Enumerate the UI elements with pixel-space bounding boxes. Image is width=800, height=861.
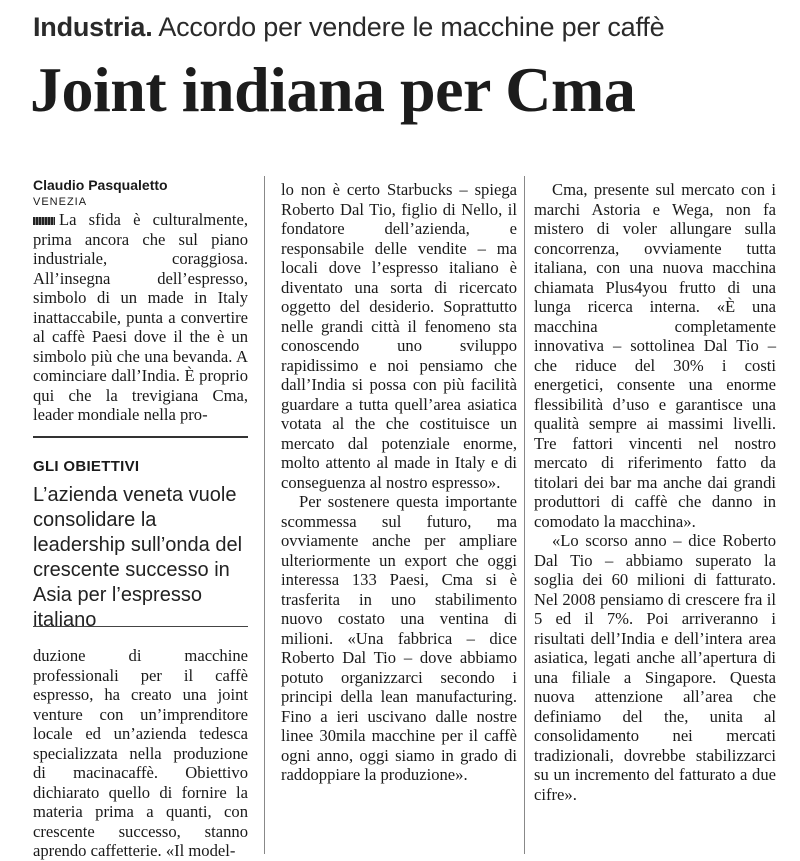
kicker: [33, 12, 793, 43]
byline-dateline: VENEZIA: [33, 196, 88, 208]
section-label: Industria.: [33, 12, 153, 42]
sidebar-text: L’azienda veneta vuole consolidare la leadership sull’onda del crescente successo in Asia per l’espresso italiano: [33, 484, 243, 631]
column-divider: [524, 176, 525, 854]
article-column-3: [534, 180, 776, 804]
lead-paragraph: [33, 210, 248, 425]
kicker-text: Accordo per vendere le macchine per caffè: [158, 12, 665, 42]
article-column-1: [33, 176, 248, 425]
article-column-2: [281, 180, 517, 785]
column1-continued: duzione di macchine professionali per il caffè espresso, ha creato una joint venture con un’imprenditore locale ed un’azienda tedesca specializzata nella produzione di macinacaffè. Obiettivo dichiarato quello di fornire la materia prima a quanti, con crescente successo, stanno aprendo caffetterie. «Il model-: [33, 646, 248, 860]
lead-text: La sfida è culturalmente, prima ancora che sul piano industriale, coraggiosa. All’insegna dell’espresso, simbolo di un made in Italy inattaccabile, punta a convertire al caffè Paesi dove il the è un simbolo più che una bevanda. A cominciare dall’India. È proprio qui che la trevigiana Cma, leader mondiale nella pro-: [33, 210, 248, 424]
byline-author: Claudio Pasqualetto: [33, 177, 168, 193]
column2-paragraph-2: Per sostenere questa importante scommessa sul futuro, ma ovviamente anche per ampliare ulteriormente un export che oggi interessa 133 Paesi, Cma si è trasferita in uno stabilimento nuovo costato una ventina di milioni. «Una fabbrica – dice Roberto Dal Tio – dove abbiamo potuto organizzarci secondo i principi della lean manufacturing. Fino a ieri uscivano dalle nostre linee 30mila macchine per il caffè ogni anno, oggi siamo in grado di raddoppiare la produzione».: [281, 492, 517, 784]
headline: Joint indiana per Cma: [30, 54, 636, 125]
column2-paragraph-1: lo non è certo Starbucks – spiega Roberto Dal Tio, figlio di Nello, il fondatore dell’azienda, e responsabile delle vendite – ma locali dove l’espresso italiano è diventato una sorta di ricercato oggetto del desiderio. Soprattutto nelle grandi città il fenomeno sta conoscendo uno sviluppo rapidissimo e noi pensiamo che dall’India si possa con più facilità guardare a tutta quell’area asiatica votata al the che costituisce un mercato dal potenziale enorme, molto attento al made in Italy e di conseguenza al nostro espresso».: [281, 180, 517, 492]
column-divider: [264, 176, 265, 854]
sidebar-box: [33, 436, 248, 631]
lead-marker-icon: [33, 217, 55, 225]
column3-paragraph-2: «Lo scorso anno – dice Roberto Dal Tio – abbiamo superato la soglia dei 60 milioni di fatturato. Nel 2008 pensiamo di crescere fra il 5 ed il 7%. Poi arriveranno i risultati dell’India e dell’intera area asiatica, legati anche all’apertura di una filiale a Singapore. Questa nuova attenzione all’area che definiamo del the, unita al consolidamento nei mercati tradizionali, dovrebbe stabilizzarci su un incremento del fatturato a due cifre».: [534, 531, 776, 804]
sidebar-title: GLI OBIETTIVI: [33, 458, 140, 475]
column3-paragraph-1: Cma, presente sul mercato con i marchi Astoria e Wega, non fa mistero di voler allungare sulla concorrenza, ovviamente tutta italiana, con una nuova macchina chiamata Plus4you frutto di una lunga ricerca interna. «È una macchina completamente innovativa – sottolinea Dal Tio – che riduce del 30% i costi energetici, consente una enorme flessibilità d’uso e garantisce una qualità sempre ai massimi livelli. Tre fattori vincenti nel nostro mercato di riferimento fatto da titolari dei bar ma anche dai grandi produttori di caffè che danno in comodato la macchina».: [534, 180, 776, 531]
